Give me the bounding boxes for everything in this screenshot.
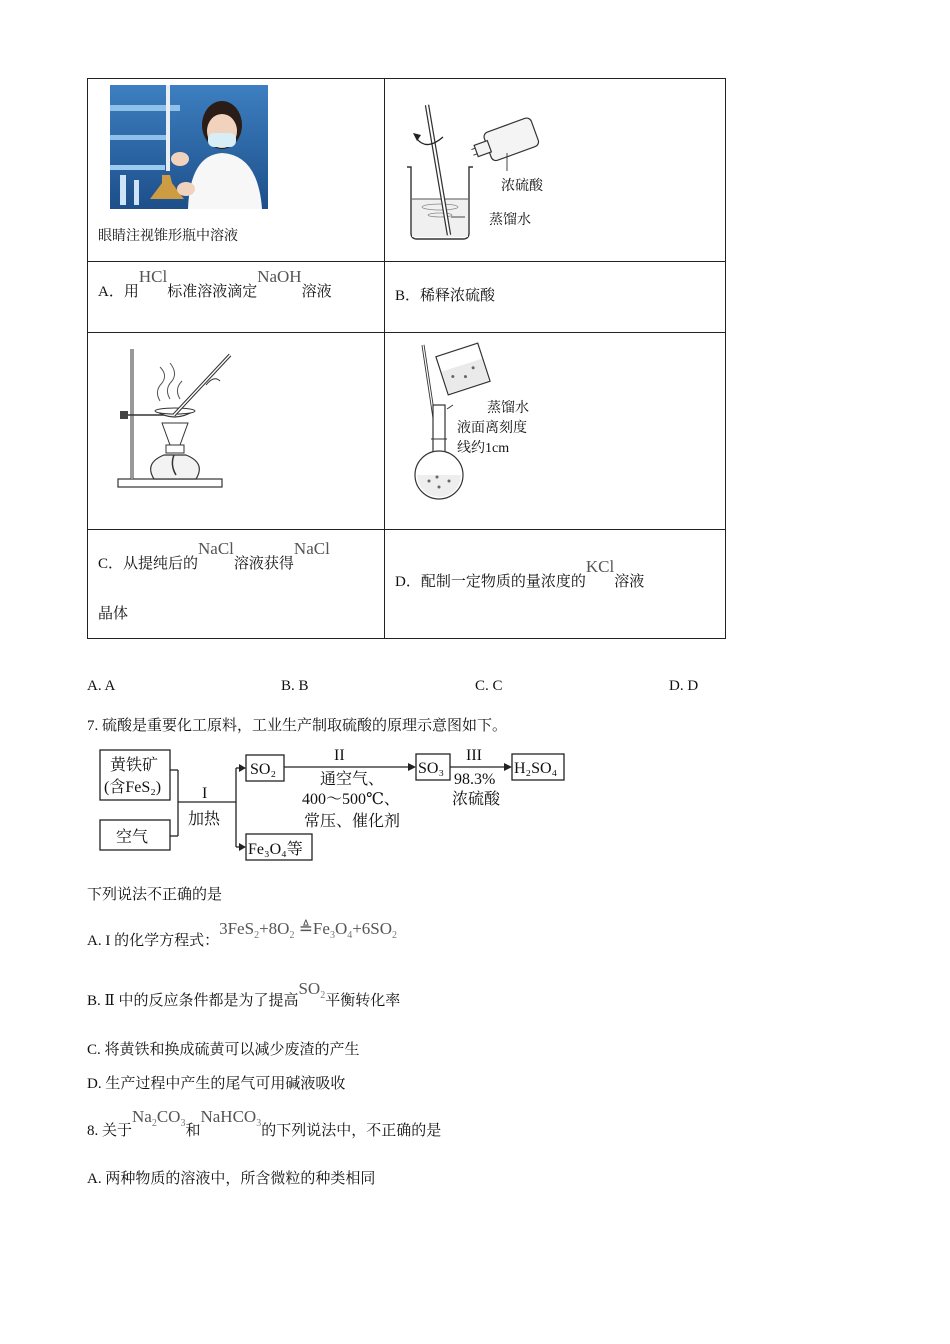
option-c-prefix: C．从提纯后的	[98, 556, 199, 572]
sulfuric-acid-process-diagram	[96, 744, 576, 866]
air-label: 空气	[116, 829, 149, 846]
fe3o4-box-label: Fe₃O₄等	[248, 841, 303, 858]
q7-option-b-suffix: 平衡转化率	[325, 993, 401, 1009]
eq-term-2: +8O	[259, 919, 290, 938]
eq-term-3: ≜Fe	[294, 919, 330, 938]
d-label-line2: 线约1cm	[457, 441, 510, 456]
eq-sub-2: 2	[289, 930, 295, 941]
nahco3-t1: NaHCO	[200, 1107, 257, 1126]
q7-stem: 7. 硫酸是重要化工原料，工业生产制取硫酸的原理示意图如下。	[87, 718, 508, 734]
option-d	[395, 557, 645, 591]
image-a-caption: 眼睛注视锥形瓶中溶液	[98, 229, 238, 244]
step1-label: I	[202, 785, 208, 802]
q7-option-a-equation	[219, 919, 398, 941]
eq-term-1: 3FeS	[219, 919, 255, 938]
q7-option-d: D. 生产过程中产生的尾气可用碱液吸收	[87, 1076, 346, 1092]
option-c-formula-2: NaCl	[293, 539, 330, 558]
so2-box-label: SO₂	[250, 761, 277, 778]
choice-d: D. D	[669, 678, 699, 694]
q8-stem	[87, 1106, 442, 1139]
so2-sub: 2	[320, 990, 326, 1001]
step3-condition-2: 浓硫酸	[452, 791, 501, 808]
cell-image-c	[88, 333, 385, 530]
eq-term-4: O	[334, 919, 348, 938]
b-label-acid: 浓硫酸	[501, 179, 543, 194]
option-d-cell	[385, 530, 726, 639]
q7-option-a	[87, 918, 398, 949]
step2-condition-3: 常压、催化剂	[304, 813, 401, 830]
option-b-cell	[385, 262, 726, 333]
step3-label: III	[466, 747, 482, 764]
titration-photo	[110, 85, 268, 209]
q7-option-b	[87, 978, 401, 1009]
option-a-formula-1: HCl	[138, 267, 168, 286]
eq-sub-5: 2	[392, 930, 398, 941]
option-c	[98, 539, 330, 573]
choice-a: A. A	[87, 678, 116, 694]
step2-label: II	[334, 747, 345, 764]
cell-image-d	[385, 333, 726, 530]
eq-sub-4: 4	[347, 930, 353, 941]
step2-condition-2: 400～500℃、	[302, 791, 400, 808]
q8-formula-2	[200, 1107, 262, 1129]
q7-option-b-formula	[298, 979, 326, 1001]
evaporation-diagram	[114, 345, 254, 491]
choice-c: C. C	[475, 678, 503, 694]
b-label-water: 蒸馏水	[489, 213, 531, 228]
so3-box-label: SO₃	[418, 760, 445, 777]
eq-term-5: +6SO	[352, 919, 393, 938]
na2co3-t1: Na	[132, 1107, 152, 1126]
option-b: B．稀释浓硫酸	[395, 288, 496, 304]
q6-options-table	[87, 78, 726, 639]
pyrite-line2: (含FeS₂)	[104, 779, 162, 796]
h2so4-box-label: H₂SO₄	[514, 760, 558, 777]
option-a-suffix: 溶液	[301, 284, 332, 300]
choice-b: B. B	[281, 678, 309, 694]
cell-image-a	[88, 79, 385, 262]
d-label-line1: 液面离刻度	[457, 421, 527, 436]
option-d-formula: KCl	[585, 557, 615, 576]
option-a-mid: 标准溶液滴定	[167, 284, 258, 300]
so2-term: SO	[298, 979, 321, 998]
q8-option-a: A. 两种物质的溶液中，所含微粒的种类相同	[87, 1171, 376, 1187]
q8-formula-1	[132, 1107, 186, 1129]
na2co3-t2: CO	[156, 1107, 181, 1126]
option-a-cell	[88, 262, 385, 333]
option-a	[98, 267, 332, 301]
pyrite-line1: 黄铁矿	[110, 757, 159, 774]
option-c-mid: 溶液获得	[233, 556, 294, 572]
d-label-water: 蒸馏水	[487, 401, 529, 416]
option-d-prefix: D．配制一定物质的量浓度的	[395, 574, 586, 590]
option-a-formula-2: NaOH	[257, 267, 302, 286]
q7-option-b-prefix: B. Ⅱ 中的反应条件都是为了提高	[87, 993, 299, 1009]
step2-condition-1: 通空气、	[320, 771, 385, 788]
q7-prompt: 下列说法不正确的是	[87, 887, 223, 903]
eq-sub-3: 3	[329, 930, 335, 941]
na2co3-s1: 2	[151, 1118, 157, 1129]
option-d-suffix: 溶液	[614, 574, 645, 590]
step3-condition-1: 98.3%	[454, 771, 496, 788]
option-c-formula-1: NaCl	[198, 539, 234, 558]
eq-sub-1: 2	[254, 930, 260, 941]
step1-condition: 加热	[188, 811, 221, 828]
na2co3-s2: 3	[180, 1118, 186, 1129]
q7-option-c: C. 将黄铁和换成硫黄可以减少废渣的产生	[87, 1042, 360, 1058]
cell-image-b	[385, 79, 726, 262]
q8-mid: 和	[185, 1123, 201, 1139]
option-a-prefix: A．用	[98, 284, 139, 300]
option-c-line2: 晶体	[98, 606, 129, 622]
nahco3-s1: 3	[256, 1118, 262, 1129]
q8-suffix: 的下列说法中，不正确的是	[261, 1123, 442, 1139]
q8-prefix: 8. 关于	[87, 1123, 133, 1139]
option-c-cell	[88, 530, 385, 639]
q7-option-a-prefix: A. I 的化学方程式：	[87, 933, 220, 949]
